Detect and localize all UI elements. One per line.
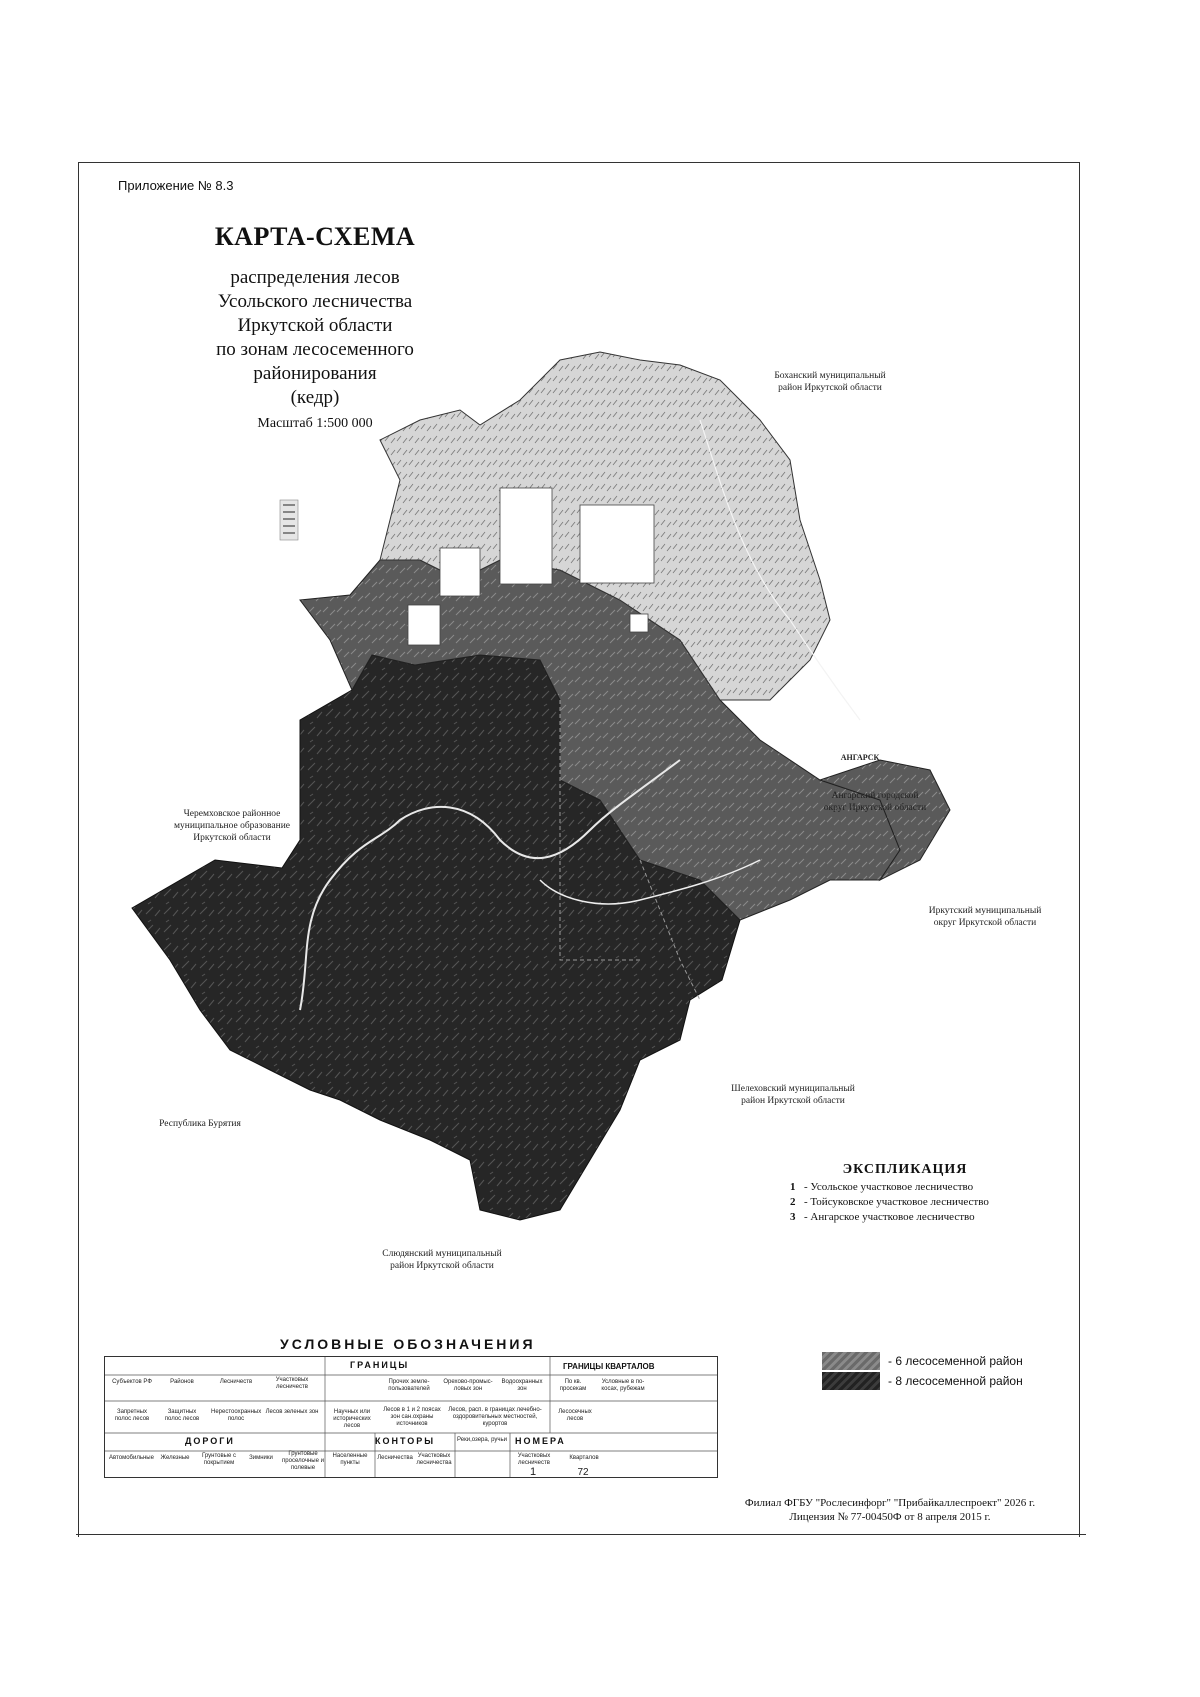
- subtitle-line: распределения лесов: [230, 267, 400, 288]
- credit-line: Филиал ФГБУ "Рослесинфорг" "Прибайкаллеспроект" 2026 г.: [744, 1497, 1036, 1509]
- zone-6-swatch: [822, 1352, 880, 1370]
- legend-cell: Лесов зеленых зон: [265, 1409, 319, 1415]
- explication-item: [790, 1181, 1050, 1193]
- map-scale: Масштаб 1:500 000: [257, 416, 373, 431]
- subtitle-line: (кедр): [290, 387, 340, 408]
- legend-cell: Субъектов РФ: [112, 1379, 152, 1385]
- label-irkutsk-district: Иркутский муниципальный округ Иркутской области: [928, 906, 1042, 928]
- legend-cell: Железные: [160, 1455, 190, 1461]
- zone-6-label: - 6 лесосеменной район: [888, 1354, 1023, 1368]
- explication-number: 3: [790, 1211, 796, 1223]
- header-roads: ДОРОГИ: [185, 1436, 235, 1446]
- legend-zone-6: [822, 1352, 1023, 1370]
- legend-cell: Грунтовые с покрытием: [201, 1453, 237, 1466]
- explication: [790, 1162, 1050, 1223]
- header-offices: КОНТОРЫ: [375, 1436, 436, 1446]
- explication-item: [790, 1211, 1050, 1223]
- explication-text: - Тойсуковское участковое лесничество: [804, 1196, 989, 1208]
- explication-number: 1: [790, 1181, 796, 1193]
- subtitle-line: по зонам лесосеменного: [216, 339, 414, 360]
- label-angarsk: Ангарский городской округ Иркутской области: [823, 791, 927, 813]
- legend-cell: По кв. просекам: [559, 1379, 587, 1392]
- legend-cell: Населенные пункты: [332, 1453, 368, 1466]
- zone-8-swatch: [822, 1372, 880, 1390]
- legend-cell: Запретных полос лесов: [114, 1409, 150, 1422]
- cleared-block: [440, 548, 480, 596]
- legend-cell: Лесничеств: [219, 1379, 253, 1385]
- legend-cell: Орехово-промыс-ловых зон: [443, 1379, 493, 1392]
- explication-item: [790, 1196, 1050, 1208]
- explication-text: - Ангарское участковое лесничество: [804, 1211, 975, 1223]
- legend-cell: Участковых лесничеств: [275, 1377, 309, 1390]
- header-borders: ГРАНИЦЫ: [350, 1360, 410, 1370]
- legend-cell: Лесов в 1 и 2 поясах зон сан.охраны источников: [383, 1407, 441, 1427]
- header-numbers: НОМЕРА: [515, 1436, 566, 1446]
- zone-8-label: - 8 лесосеменной район: [888, 1374, 1023, 1388]
- label-cheremkhovo: Черемховское районное муниципальное образование Иркутской области: [173, 809, 291, 843]
- map-title: КАРТА-СХЕМА: [214, 222, 416, 251]
- cleared-block: [408, 605, 440, 645]
- label-shelekhov: Шелеховский муниципальный район Иркутской области: [731, 1084, 855, 1106]
- legend-cell: Лесов, расп. в границах лечебно-оздоровительных местностей, курортов: [448, 1407, 542, 1427]
- subtitle-line: Иркутской области: [237, 315, 393, 336]
- subtitle-line: районирования: [253, 363, 377, 384]
- cleared-block: [580, 505, 654, 583]
- explication-title: ЭКСПЛИКАЦИЯ: [842, 1162, 968, 1177]
- legend-cell: Лесничества: [377, 1455, 413, 1461]
- cleared-block: [630, 614, 648, 632]
- label-slyudyanka: Слюдянский муниципальный район Иркутской области: [382, 1249, 502, 1271]
- credit-line: Лицензия № 77-00450Ф от 8 апреля 2015 г.: [789, 1511, 991, 1523]
- legend-cell: Условные в по-косах, рубежам: [601, 1379, 645, 1392]
- margin-stamp: [280, 500, 298, 540]
- subtitle-line: Усольского лесничества: [217, 291, 413, 312]
- legend-cell: Автомобильные: [109, 1455, 154, 1461]
- legend-cell: Водоохранных зон: [501, 1379, 543, 1392]
- legend-cell: Кварталов: [569, 1455, 599, 1461]
- legend-table: [104, 1356, 718, 1478]
- legend-title: УСЛОВНЫЕ ОБОЗНАЧЕНИЯ: [280, 1336, 536, 1352]
- legend-cell: Зимники: [249, 1455, 273, 1461]
- legend-cell: Защитных полос лесов: [164, 1409, 200, 1422]
- legend-cell: Нерестоохранных полос: [211, 1409, 262, 1422]
- legend-cell: Участковых лесничеств: [517, 1453, 551, 1466]
- legend-cell: Прочих земле-пользователей: [388, 1379, 430, 1392]
- explication-text: - Усольское участковое лесничество: [804, 1181, 974, 1193]
- appendix-label: Приложение № 8.3: [118, 178, 234, 193]
- legend-cell: Грунтовые проселочные и полевые: [282, 1451, 324, 1471]
- legend-cell: Научных или исторических лесов: [333, 1409, 371, 1429]
- legend-cell: Участковых лесничества: [416, 1453, 452, 1466]
- label-bokhan: Боханский муниципальный район Иркутской области: [774, 371, 886, 393]
- legend-zone-8: [822, 1372, 1023, 1390]
- header-quarter-borders: ГРАНИЦЫ КВАРТАЛОВ: [563, 1362, 655, 1371]
- explication-number: 2: [790, 1196, 796, 1208]
- legend-sample-district-number: 1: [529, 1466, 537, 1478]
- legend-sample-quarter-number: 72: [577, 1467, 589, 1478]
- legend-cell: Реки,озера, ручьи: [457, 1437, 507, 1443]
- legend-cell: Лесосечных лесов: [558, 1409, 592, 1422]
- cleared-block: [500, 488, 552, 584]
- credit-block: [730, 1496, 1050, 1524]
- label-angarsk-city: АНГАРСК: [840, 753, 880, 762]
- label-buryatia: Республика Бурятия: [159, 1119, 241, 1129]
- legend-cell: Районов: [170, 1379, 194, 1385]
